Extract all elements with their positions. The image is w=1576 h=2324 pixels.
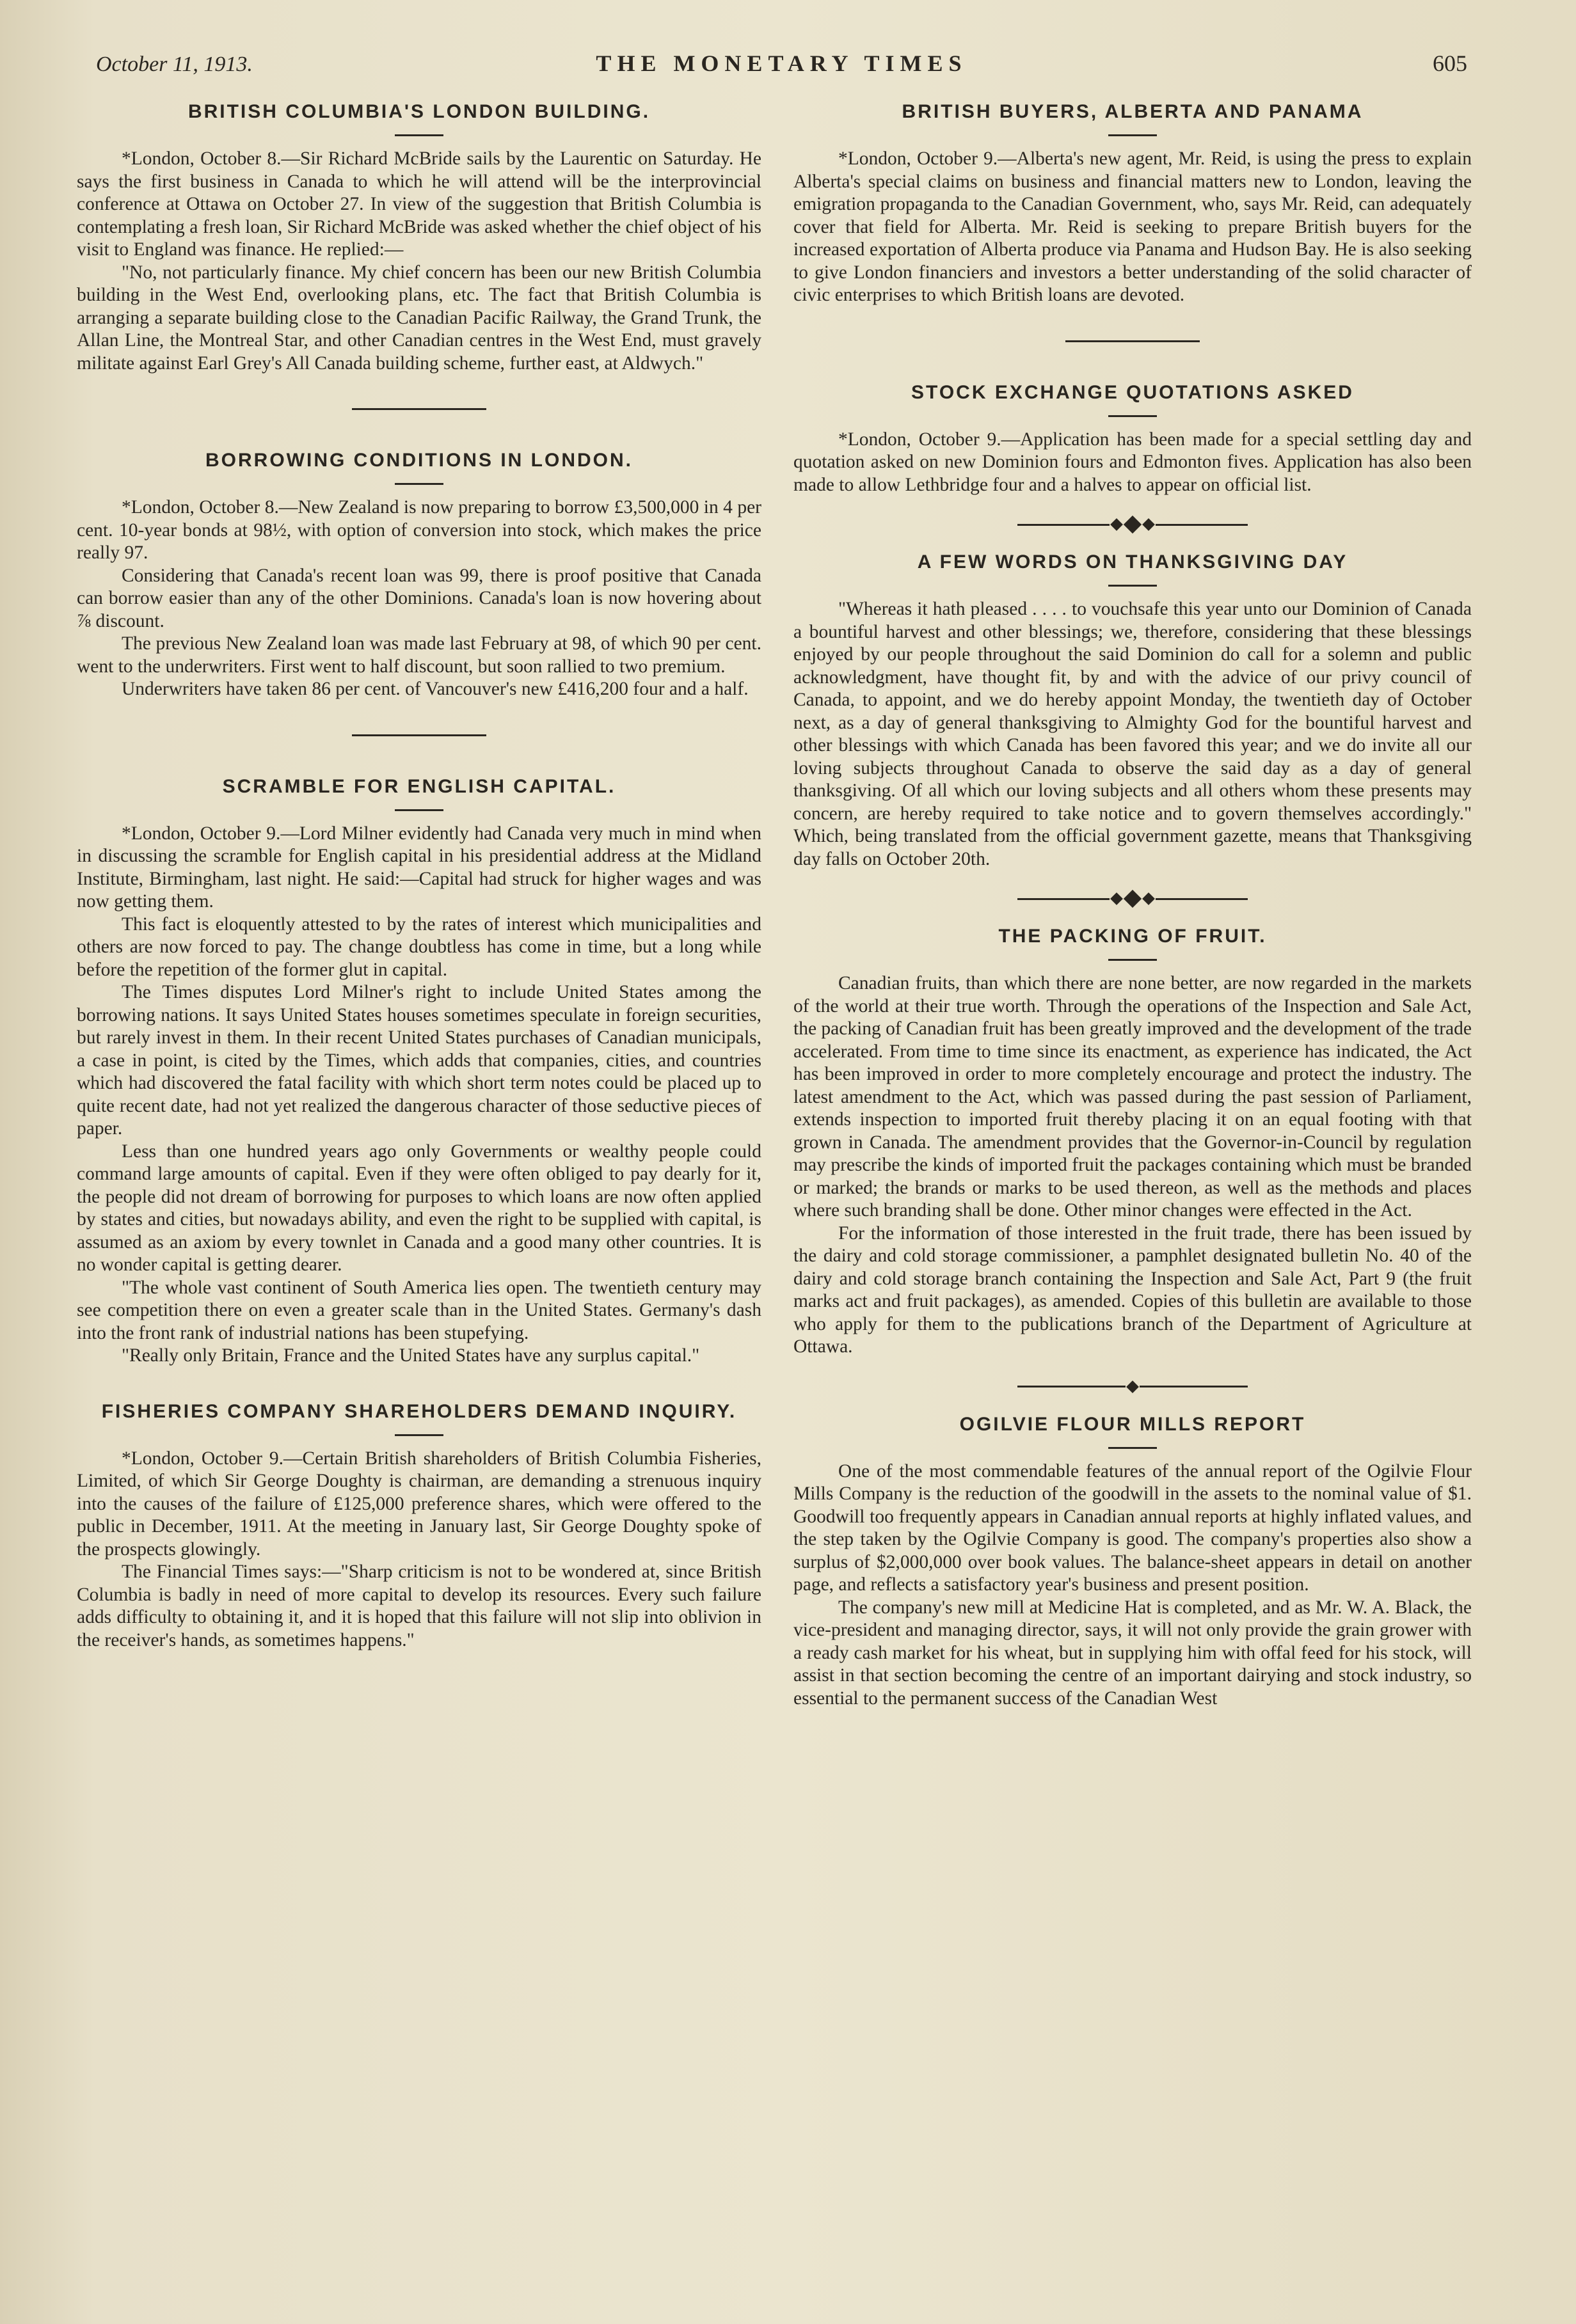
article-paragraph: *London, October 8.—New Zealand is now preparing to borrow £3,500,000 in 4 per cent. 10-year bonds at 98½, with option of conversion into stock, which makes the price really 97. [77,497,761,563]
article-paragraph: The Times disputes Lord Milner's right to include United States among the borrowing nations. It says United States houses sometimes speculate in foreign securities, but rarely invest in them. In their recent United States purchases of Canadian municipals, a case in point, is cited by the Times, which adds that companies, cities, and countries which had discovered the fatal facility with which short term notes could be placed up to quite recent date, had not yet realized the dangerous character of those seductive pieces of paper. [77,982,761,1139]
left-column [77,96,761,1673]
page-number: 605 [1433,51,1467,76]
article-paragraph: *London, October 9.—Alberta's new agent, Mr. Reid, is using the press to explain Alberta's special claims on business and financial matters new to London, leaving the emigration propaganda to the Canadian Government, who, says Mr. Reid, can adequately cover that field for Alberta. Mr. Reid is seeking to prepare British buyers for the increased exportation of Alberta produce via Panama and Hudson Bay. He is also seeking to give London financiers and investors a better understanding of the solid character of civic enterprises to which British loans are devoted. [793,148,1472,305]
headline-rule [1108,134,1157,136]
article-borrowing-conditions [77,448,761,701]
article-scramble-capital [77,775,761,1368]
right-column [793,96,1472,1732]
ornament-divider [1017,518,1248,531]
article-headline: BRITISH COLUMBIA'S LONDON BUILDING. [187,101,651,122]
headline-rule [1108,585,1157,587]
headline-rule [1108,415,1157,417]
headline-rule [1108,1447,1157,1449]
headline-rule [395,483,443,485]
article-paragraph: *London, October 8.—Sir Richard McBride sails by the Laurentic on Saturday. He says the first business in Canada to which he will attend will be the interprovincial conference at Ottawa on October 27. In view of the suggestion that British Columbia is contemplating a fresh loan, Sir Richard McBride was asked whether the chief object of his visit to England was finance. He replied:— [77,148,761,260]
article-paragraph: One of the most commendable features of the annual report of the Ogilvie Flour Mills Company is the reduction of the goodwill in the assets to the nominal value of $1. Goodwill too frequently appears in Canadian annual reports at highly inflated values, and the step taken by the Ogilvie Company is good. The company's properties also show a surplus of $2,000,000 over book values. The balance-sheet appears in detail on another page, and reflects a satisfactory year's business and present position. [793,1460,1472,1595]
article-paragraph: "The whole vast continent of South America lies open. The twentieth century may see competition there on even a greater scale than in the United States. Germany's dash into the front rank of industrial nations has been stupefying. [77,1277,761,1343]
headline-rule [1108,959,1157,961]
ornament-divider [1017,892,1248,905]
section-divider [1065,340,1200,342]
article-ogilvie-flour-mills [793,1412,1472,1711]
article-paragraph: "No, not particularly finance. My chief concern has been our new British Columbia building in the West End, overlooking plans, etc. The fact that British Columbia is arranging a separate building close to the Canadian Pacific Railway, the Grand Trunk, the Allan Line, the Montreal Star, and other Canadian centres in the West End, must gravely militate against Earl Grey's All Canada building scheme, further east, at Aldwych." [77,262,761,374]
article-headline: OGILVIE FLOUR MILLS REPORT [959,1413,1306,1435]
headline-rule [395,809,443,811]
article-paragraph: This fact is eloquently attested to by the rates of interest which municipalities and others are now forced to pay. The change doubtless has come in time, but a long while before the repetition of the former glut in capital. [77,913,761,980]
publication-title: THE MONETARY TIMES [596,51,967,76]
article-paragraph: Underwriters have taken 86 per cent. of Vancouver's new £416,200 four and a half. [122,679,749,699]
article-headline: SCRAMBLE FOR ENGLISH CAPITAL. [222,775,616,797]
article-headline: THE PACKING OF FRUIT. [998,926,1267,947]
article-paragraph: Considering that Canada's recent loan was 99, there is proof positive that Canada can borrow easier than any of the other Dominions. Canada's loan is now hovering about ⅞ discount. [77,565,761,631]
article-paragraph: *London, October 9.—Certain British shareholders of British Columbia Fisheries, Limited, of which Sir George Doughty is chairman, are demanding a strenuous inquiry into the causes of the failure of £125,000 preference shares, which were offered to the public in December, 1911. At the meeting in January last, Sir George Doughty spoke of the prospects glowingly. [77,1448,761,1560]
article-headline: FISHERIES COMPANY SHAREHOLDERS DEMAND INQUIRY. [101,1400,737,1422]
article-fisheries-inquiry [77,1400,761,1652]
article-thanksgiving-day [793,550,1472,871]
article-paragraph: "Really only Britain, France and the United States have any surplus capital." [122,1345,700,1366]
article-paragraph: *London, October 9.—Application has been made for a special settling day and quotation asked on new Dominion fours and Edmonton fives. Application has also been made to allow Lethbridge four and a halves to appear on official list. [793,429,1472,495]
article-stock-exchange-quotations [793,381,1472,497]
section-divider [352,408,486,410]
article-packing-of-fruit [793,924,1472,1359]
article-paragraph: "Whereas it hath pleased . . . . to vouchsafe this year unto our Dominion of Canada a bountiful harvest and other blessings; we, therefore, considering that these blessings enjoyed by our people throughout the said Dominion do call for a solemn and public acknowledgment, have thought fit, by and with the advice of our privy council of Canada, to appoint, and we do hereby appoint Monday, the twentieth day of October next, as a day of general thanksgiving to Almighty God for the bountiful harvest and other blessings with which Canada has been favored this year; and we do invite all our loving subjects throughout Canada to observe the said day as a day of general thanksgiving. Of all which our loving subjects and all others whom these presents may concern, are hereby required to take notice and to govern themselves accordingly." Which, being translated from the official government gazette, means that Thanksgiving day falls on October 20th. [793,599,1472,869]
section-divider [352,734,486,736]
article-paragraph: *London, October 9.—Lord Milner evidently had Canada very much in mind when in discussing the scramble for English capital in his presidential address at the Midland Institute, Birmingham, last night. He said:—Capital had struck for higher wages and was now getting them. [77,823,761,912]
article-bc-london-building [77,100,761,375]
article-paragraph: Less than one hundred years ago only Governments or wealthy people could command large amounts of capital. Even if they were often obliged to pay dearly for it, the people did not dream of borrowing for purposes to which loans are now often applied by states and cities, but nowadays ability, and even the right to be supplied with capital, is assumed as an axiom by every townlet in Canada and a good many other countries. It is no wonder capital is getting dearer. [77,1141,761,1275]
article-headline: BORROWING CONDITIONS IN LONDON. [205,450,633,471]
article-headline: BRITISH BUYERS, ALBERTA AND PANAMA [902,101,1364,122]
article-headline: A FEW WORDS ON THANKSGIVING DAY [917,551,1348,573]
article-paragraph: The Financial Times says:—"Sharp criticism is not to be wondered at, since British Columbia is badly in need of more capital to develop its resources. Every such failure adds difficulty to obtaining it, and it is hoped that this failure will not slip into oblivion in the receiver's hands, as sometimes happens." [77,1561,761,1650]
article-paragraph: For the information of those interested in the fruit trade, there has been issued by the dairy and cold storage commissioner, a pamphlet designated bulletin No. 40 of the dairy and cold storage branch containing the Inspection and Sale Act, Part 9 (the fruit marks act and fruit packages), as amended. Copies of this bulletin are available to those who apply for them to the publications branch of the Department of Agriculture at Ottawa. [793,1222,1472,1357]
headline-rule [395,134,443,136]
issue-date: October 11, 1913. [96,52,253,76]
ornament-divider [1017,1380,1248,1393]
page-header [96,50,1467,82]
headline-rule [395,1434,443,1436]
article-paragraph: Canadian fruits, than which there are none better, are now regarded in the markets of the world at their true worth. Through the operations of the Inspection and Sale Act, the packing of Canadian fruit has been greatly improved and the development of the trade accelerated. From time to time since its enactment, as experience has indicated, the Act has been improved in order to more completely encourage and protect the industry. The latest amendment to the Act, which was passed during the past session of Parliament, extends inspection to imported fruit thereby placing it on an equal footing with that grown in Canada. The amendment provides that the Governor-in-Council by regulation may prescribe the kinds of imported fruit the packages containing which must be branded or marked; the brands or marks to be used thereon, as well as the methods and places where such branding shall be done. Other minor changes were effected in the Act. [793,973,1472,1221]
article-british-buyers-alberta [793,100,1472,307]
article-paragraph: The previous New Zealand loan was made last February at 98, of which 90 per cent. went to the underwriters. First went to half discount, but soon rallied to two premium. [77,633,761,677]
article-headline: STOCK EXCHANGE QUOTATIONS ASKED [911,381,1354,403]
article-paragraph: The company's new mill at Medicine Hat is completed, and as Mr. W. A. Black, the vice-president and managing director, says, it will not only provide the grain grower with a ready cash market for his wheat, but in supplying him with offal feed for his stock, will assist in that section becoming the centre of an important dairying and stock industry, so essential to the permanent success of the Canadian West [793,1597,1472,1709]
